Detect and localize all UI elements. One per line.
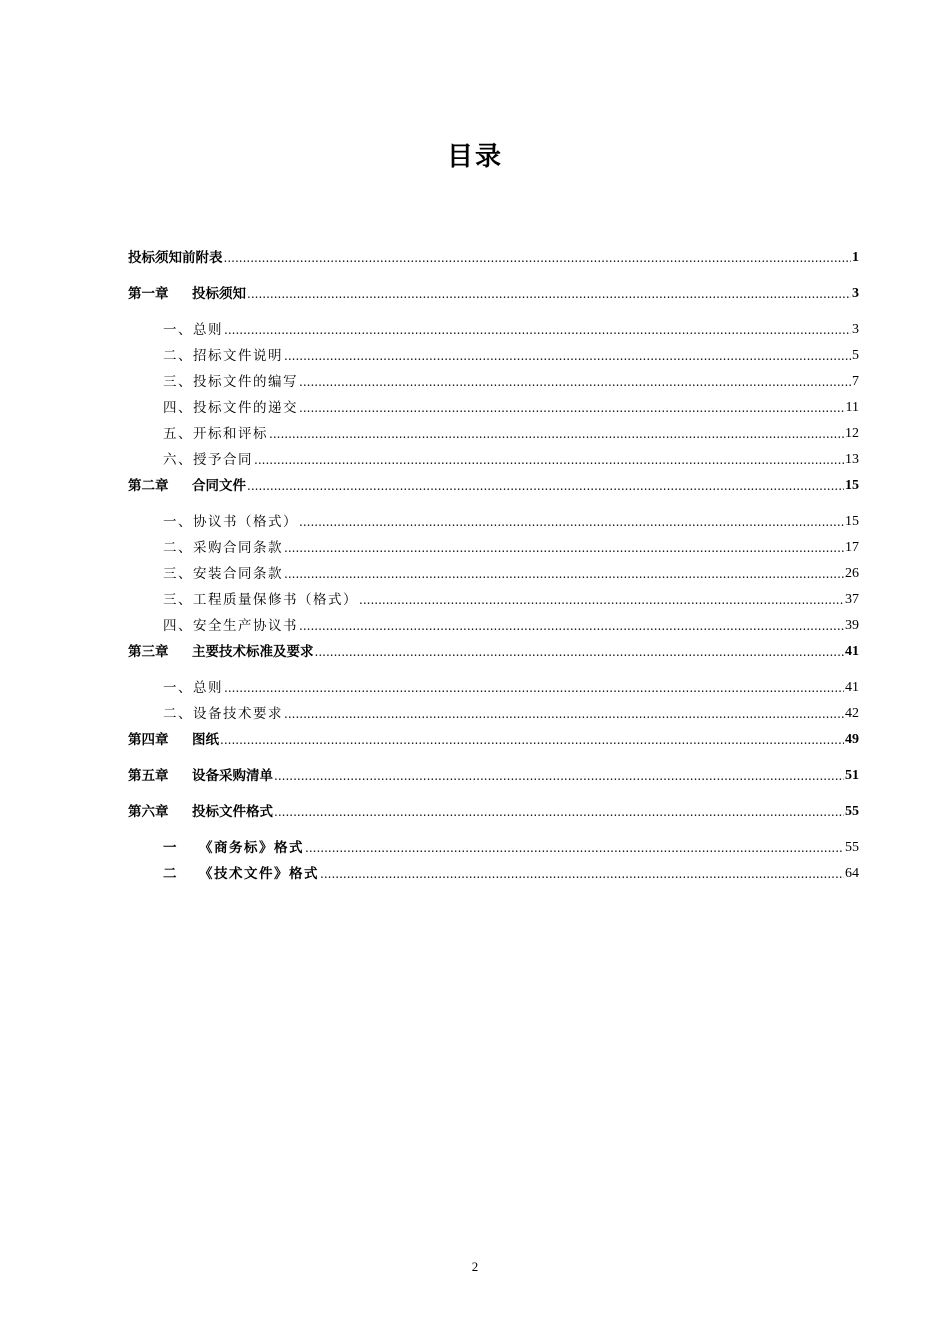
toc-entry-title: 设备技术要求 — [193, 706, 283, 722]
toc-entry-number: 一 — [163, 840, 178, 856]
toc-entry[interactable] — [128, 802, 859, 822]
toc-entry-label — [163, 616, 298, 636]
toc-entry-title: 投标须知 — [192, 286, 246, 302]
dot-leader — [299, 398, 845, 418]
toc-entry-number: 第六章 — [128, 804, 169, 820]
dot-leader — [320, 864, 844, 884]
toc-entry[interactable] — [163, 346, 859, 366]
toc-entry-label — [128, 766, 273, 786]
toc-entry-page: 15 — [845, 514, 859, 529]
toc-entry[interactable] — [163, 678, 859, 698]
toc-entry-label — [163, 864, 319, 884]
toc-entry-label — [128, 284, 246, 304]
toc-entry-title: 开标和评标 — [193, 426, 268, 442]
toc-entry-page: 17 — [845, 540, 859, 555]
toc-entry-number: 二、 — [163, 540, 193, 556]
toc-entry-page: 11 — [845, 400, 859, 415]
toc-entry-page: 41 — [845, 644, 859, 659]
page-title: 目录 — [446, 142, 503, 172]
toc-entry-label — [128, 802, 273, 822]
toc-entry[interactable] — [163, 424, 859, 444]
toc-entry-label — [163, 346, 283, 366]
dot-leader — [284, 538, 844, 558]
toc-entry[interactable] — [128, 730, 859, 750]
dot-leader — [247, 476, 844, 496]
toc-entry-page: 39 — [845, 618, 859, 633]
page-number: 2 — [471, 1259, 479, 1274]
dot-leader — [299, 372, 851, 392]
dot-leader — [274, 802, 844, 822]
toc-entry-title: 主要技术标准及要求 — [192, 644, 314, 660]
dot-leader — [224, 320, 851, 340]
toc-entry-title: 投标文件格式 — [192, 804, 273, 820]
toc-entry-page: 41 — [845, 680, 859, 695]
toc-entry-title: 招标文件说明 — [193, 348, 283, 364]
toc-entry-label — [163, 512, 298, 532]
toc-entry[interactable] — [163, 838, 859, 858]
dot-leader — [299, 512, 844, 532]
toc-entry[interactable] — [163, 864, 859, 884]
toc-entry-label — [128, 730, 219, 750]
toc-entry[interactable] — [128, 284, 859, 304]
toc-entry[interactable] — [163, 512, 859, 532]
toc-entry-page: 3 — [852, 286, 859, 301]
toc-entry-number: 第三章 — [128, 644, 169, 660]
dot-leader — [274, 766, 844, 786]
toc-entry-label — [163, 838, 304, 858]
dot-leader — [247, 284, 851, 304]
toc-entry-page: 51 — [845, 768, 859, 783]
dot-leader — [359, 590, 844, 610]
toc-entry-page: 5 — [852, 348, 859, 363]
toc-entry-label — [163, 678, 223, 698]
toc-entry-title: 设备采购清单 — [192, 768, 273, 784]
toc-entry-number: 一、 — [163, 322, 193, 338]
dot-leader — [269, 424, 844, 444]
toc-entry-label — [128, 642, 314, 662]
toc-entry[interactable] — [163, 564, 859, 584]
toc-entry-number: 三、 — [163, 592, 193, 608]
toc-entry-number: 四、 — [163, 400, 193, 416]
toc-entry-page: 26 — [845, 566, 859, 581]
toc-entry-page: 55 — [845, 840, 859, 855]
toc-entry-page: 13 — [845, 452, 859, 467]
toc-entry-number: 一、 — [163, 514, 193, 530]
toc-entry-title: 投标文件的编写 — [193, 374, 298, 390]
toc-entry[interactable] — [128, 766, 859, 786]
toc-entry[interactable] — [128, 476, 859, 496]
toc-entry-title: 图纸 — [192, 732, 219, 748]
toc-entry-number: 三、 — [163, 566, 193, 582]
toc-entry-title: 工程质量保修书（格式） — [193, 592, 358, 608]
toc-entry-number: 第一章 — [128, 286, 169, 302]
toc-entry-page: 42 — [845, 706, 859, 721]
toc-entry[interactable] — [163, 450, 859, 470]
toc-entry-label — [163, 372, 298, 392]
toc-entry-page: 1 — [852, 250, 859, 265]
toc-entry[interactable] — [163, 538, 859, 558]
dot-leader — [284, 346, 851, 366]
toc-entry-label — [128, 476, 246, 496]
toc-entry-title: 《技术文件》格式 — [199, 866, 319, 882]
toc-entry-page: 49 — [845, 732, 859, 747]
toc-entry-title: 安全生产协议书 — [193, 618, 298, 634]
toc-entry-label — [163, 704, 283, 724]
toc-entry-number: 二、 — [163, 348, 193, 364]
toc-entry-page: 3 — [852, 322, 859, 337]
toc-entry-number: 第四章 — [128, 732, 169, 748]
toc-entry[interactable] — [128, 248, 859, 268]
toc-entry-title: 授予合同 — [193, 452, 253, 468]
toc-entry-title: 《商务标》格式 — [199, 840, 304, 856]
toc-entry-label — [163, 538, 283, 558]
toc-entry[interactable] — [163, 398, 859, 418]
toc-entry-page: 64 — [845, 866, 859, 881]
toc-entry-number: 第五章 — [128, 768, 169, 784]
toc-entry-page: 55 — [845, 804, 859, 819]
dot-leader — [224, 248, 852, 268]
toc-entry-number: 五、 — [163, 426, 193, 442]
toc-entry[interactable] — [163, 704, 859, 724]
toc-entry-number: 第二章 — [128, 478, 169, 494]
toc-entry-title: 合同文件 — [192, 478, 246, 494]
toc-entry-title: 安装合同条款 — [193, 566, 283, 582]
dot-leader — [224, 678, 844, 698]
toc-entry-title: 采购合同条款 — [193, 540, 283, 556]
toc-entry-page: 15 — [845, 478, 859, 493]
dot-leader — [284, 704, 844, 724]
toc-entry-page: 12 — [845, 426, 859, 441]
toc-entry-label — [163, 564, 283, 584]
toc-entry-label — [128, 248, 223, 268]
dot-leader — [305, 838, 844, 858]
toc-entry[interactable] — [163, 590, 859, 610]
toc-entry-label — [163, 320, 223, 340]
toc-entry[interactable] — [163, 320, 859, 340]
toc-entry-label — [163, 398, 298, 418]
toc-entry[interactable] — [128, 642, 859, 662]
toc-entry-label — [163, 424, 268, 444]
toc-entry-number: 二 — [163, 866, 178, 882]
toc-entry-title: 投标文件的递交 — [193, 400, 298, 416]
toc-entry-number: 六、 — [163, 452, 193, 468]
dot-leader — [220, 730, 844, 750]
toc-entry-page: 7 — [852, 374, 859, 389]
toc-entry[interactable] — [163, 616, 859, 636]
toc-entry[interactable] — [163, 372, 859, 392]
dot-leader — [254, 450, 844, 470]
toc-entry-number: 一、 — [163, 680, 193, 696]
toc-entry-page: 37 — [845, 592, 859, 607]
toc-entry-title: 总则 — [193, 680, 223, 696]
toc-entry-number: 四、 — [163, 618, 193, 634]
dot-leader — [284, 564, 844, 584]
dot-leader — [315, 642, 845, 662]
toc-entry-title: 总则 — [193, 322, 223, 338]
toc-entry-number: 三、 — [163, 374, 193, 390]
toc-entry-number: 二、 — [163, 706, 193, 722]
dot-leader — [299, 616, 844, 636]
toc-entry-label — [163, 450, 253, 470]
toc-entry-title: 协议书（格式） — [193, 514, 298, 530]
toc-entry-label — [163, 590, 358, 610]
toc-entry-title: 投标须知前附表 — [128, 250, 223, 266]
